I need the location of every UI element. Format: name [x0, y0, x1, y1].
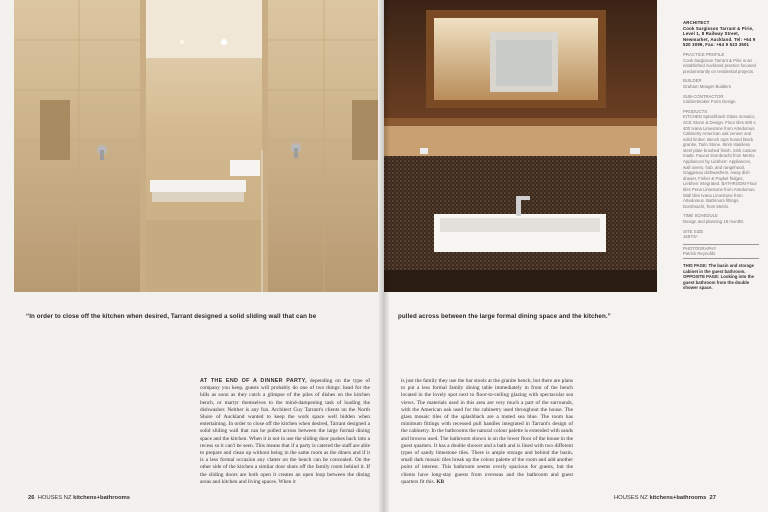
folio-left	[28, 495, 130, 501]
pull-quote-part-2: pulled across between the large formal dining space and the kitchen.”	[398, 313, 611, 320]
photo-caption: THIS PAGE: The basin and storage cabinet in the guest bathroom. OPPOSITE PAGE: Looking into the guest bathroom from the double shower space.	[683, 262, 755, 291]
photography-text: Patrick Reynolds	[683, 251, 716, 257]
products-text: KITCHEN Splashback Glass mosaics, SCE Stone & Design. Floor tiles 600 x 400 Ivana Limestone from Artedomus. Cabinetry American oak veneer and solid timber. Bench tops honed black granite, Tarlo Stone. 8mm stainless steel plate brushed finish. Sink custom made. Faucet Dornbracht from Metrix. Appliances by Liebherr: Appliances, wall ovens, hob, and rangehood, Gaggenau dishwashers. Away dish drawer, Fisher & Paykel fridges, Liebherr integrated. BATHROOM Floor tiles Pena Limestone from Artedomus. Wall tiles Ivana Limestone from Artedomus. Bathroom fittings Dornbracht, from Metrix.	[683, 114, 757, 209]
basin-photo-illustration	[384, 0, 657, 292]
lead-in-text: AT THE END OF A DINNER PARTY,	[200, 378, 307, 384]
architect-heading: ARCHITECT	[683, 20, 710, 25]
shower-photo-illustration	[14, 0, 378, 292]
time-schedule-block	[683, 213, 759, 224]
bathroom-shower-photo	[14, 0, 378, 292]
body-column-left	[200, 378, 370, 486]
magazine-name-right: HOUSES NZ	[614, 495, 648, 501]
practice-profile-block	[683, 52, 759, 74]
time-schedule-text: Design and planning 18 months	[683, 219, 744, 224]
credits-sidebar	[683, 20, 759, 291]
subcontractor-text: Cabinetmaker Form Design	[683, 99, 736, 105]
time-schedule-heading: TIME SCHEDULE	[683, 213, 718, 219]
bathroom-basin-photo	[384, 0, 657, 292]
builder-heading: BUILDER	[683, 78, 702, 84]
subcontractor-heading: SUB-CONTRACTOR	[683, 93, 724, 99]
practice-profile-heading: PRACTICE PROFILE	[683, 51, 725, 57]
builder-block	[683, 78, 759, 89]
spine-gutter	[378, 0, 390, 512]
body-column-right	[401, 378, 573, 486]
folio-right	[614, 495, 716, 501]
pull-quote-part-1: “In order to close off the kitchen when desired, Tarrant designed a solid sliding wall that can be	[26, 313, 317, 320]
body-text-left: depending on the type of company you keep, guests will probably do one of two things: head for the hills as soon as they catch a glimpse of the piles of dishes on the kitchen bench, or martyr themselves to the mind-dampening task of loading the dishwasher. Neither is any fun. Architect Guy Tarrant's clients on the North Shore of Auckland wanted to keep the work space well hidden when entertaining. In order to close off the kitchen when desired, Tarrant designed a solid sliding wall that can be pulled across between the large formal dining space and the kitchen. When it is not in use the sliding door pushes back into a recess so it can't be seen. This means that if a party is catered the staff are able to prepare and clean up without being in the same room as the diners and if it is a less formal occasion any clatter on the bench can be concealed. On the other side of the kitchen a similar door shuts off the family room behind it. If the sliding doors are both open it creates an open loop between the dining areas and kitchen and living spaces. When it	[200, 378, 370, 485]
site-size-heading: SITE SIZE	[683, 228, 704, 234]
architect-block	[683, 20, 759, 48]
practice-profile-text: Cook Sargisson Tarrant & Pirie is an established Auckland practice focused predominantly on residential projects.	[683, 57, 756, 74]
section-name-right: kitchens+bathrooms	[649, 495, 707, 501]
magazine-name-left: HOUSES NZ	[37, 495, 72, 501]
photography-heading: PHOTOGRAPHY	[683, 245, 717, 251]
section-name-left: kitchens+bathrooms	[73, 495, 130, 501]
site-size-block	[683, 229, 759, 240]
architect-details: Cook Sargisson Tarrant & Pirie, Level 1, 8 Railway Street, Newmarket, Auckland. Tel: +64 9 520 3099, Fax: +64 9 523 3501	[683, 25, 756, 48]
products-block	[683, 109, 759, 210]
products-heading: PRODUCTS	[683, 108, 708, 114]
site-size-text: 1587m²	[683, 234, 698, 240]
photography-block	[683, 244, 759, 259]
subcontractor-block	[683, 94, 759, 105]
page-number-right: 27	[709, 495, 716, 501]
end-mark: KB	[436, 478, 445, 485]
body-text-right: is just the family they use the bar stools at the granite bench, but there are plans to put a less formal family dining table immediately in front of the bench located in the lovely spot next to floor-to-ceiling glazing with spectacular sea views. The materials used in this area are very much a part of the surrounds, with the American oak used for the cabinetry used throughout the house. The glass mosaic tiles of the splashback are a muted sea blue. The room has minimum fittings with recessed pull handles integrated in Tarrant's design of the cabinetry. In the bathrooms the natural colour palette is extended with sands and browns used. The bathroom shown is on the lower floor of the house in the guest quarters. It has a double shower and a bath and is lined with two different types of sandy limestone tiles. There is ample storage and behind the basin, small dark mosaic tiles break up the colour palette of the room and add another point of interest. This bathroom seems overly spacious for guests, but the clients have long-stay guests from overseas and the bathroom and guest quarters fit this.	[401, 378, 573, 485]
builder-text: Graham Meager Builders	[683, 83, 732, 89]
page-number-left: 26	[28, 495, 35, 501]
